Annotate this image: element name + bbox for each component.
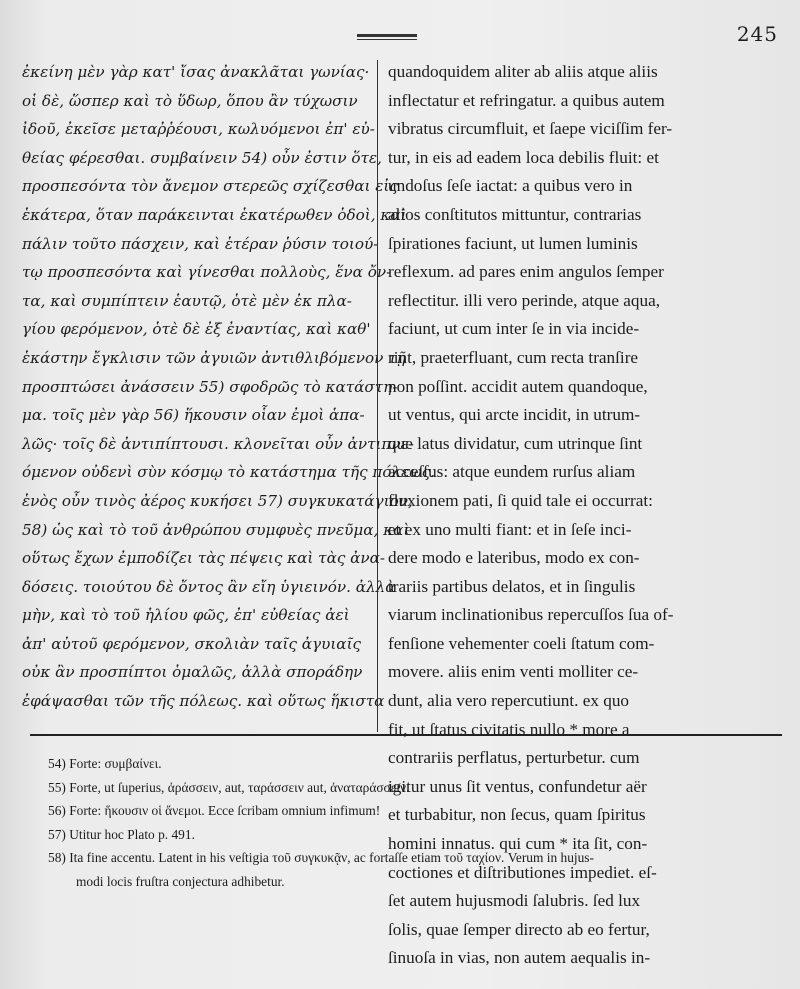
footnote-line: 58) Ita fine accentu. Latent in his veſtigia τοῦ συγκυκᾷν, ac fortaſſe etiam τοῦ ταχίον. Verum in hujus- [48, 850, 594, 865]
latin-text-line: que latus dividatur, cum utrinque ſint [388, 433, 643, 453]
greek-text-line: μα. τοῖς μὲν γὰρ 56) ἥκουσιν οἷαν ἐμοὶ ἁπα- [22, 406, 365, 425]
latin-text-line: igitur unus ſit ventus, confundetur aër [388, 776, 647, 796]
footnotes [48, 752, 788, 893]
latin-text-line: fit, ut ſtatus civitatis nullo * more a [388, 719, 630, 739]
greek-text-line: οὐκ ἂν προσπίπτοι ὁμαλῶς, ἀλλὰ σποράδην [22, 663, 363, 682]
latin-text-line: alios conſtitutos mittuntur, contrarias [388, 204, 642, 224]
greek-text-line: οὕτως ἔχων ἐμποδίζει τὰς πέψεις καὶ τὰς ἀνα- [22, 549, 386, 568]
latin-text-line: non poſſint. accidit autem quandoque, [388, 376, 648, 396]
latin-text-line: movere. aliis enim venti molliter ce- [388, 662, 639, 682]
greek-text-line: ἑκάστην ἔγκλισιν τῶν ἀγυιῶν ἀντιθλιβόμενον τῇ [22, 348, 406, 367]
latin-text-line: homini innatus. qui cum * ita ſit, con- [388, 834, 648, 854]
latin-text-line: faciunt, ut cum inter ſe in via incide- [388, 319, 640, 339]
greek-text-line: προσπεσόντα τὸν ἄνεμον στερεῶς σχίζεσθαι εἰς [22, 177, 398, 196]
latin-text-line: ſpirationes faciunt, ut lumen luminis [388, 233, 638, 253]
latin-text-line: undoſus ſeſe iactat: a quibus vero in [388, 176, 633, 196]
latin-text-line: tur, in eis ad eadem loca debilis fluit: et [388, 147, 659, 167]
latin-text-line: trariis partibus delatos, et in ſingulis [388, 576, 636, 596]
greek-text-line: πάλιν τοῦτο πάσχειν, καὶ ἑτέραν ῥύσιν τοιού- [22, 234, 379, 253]
page-number: 245 [736, 22, 778, 46]
latin-text-line: contrariis perflatus, perturbetur. cum [388, 748, 640, 768]
greek-text-line: δόσεις. τοιούτου δὲ ὄντος ἂν εἴη ὑγιεινόν. ἀλλὰ [22, 577, 396, 596]
latin-text-line: reflectitur. illi vero perinde, atque aqua, [388, 290, 661, 310]
greek-text-line: ἰδοῦ, ἐκεῖσε μεταῤῥέουσι, κωλυόμενοι ἐπ' εὐ- [22, 120, 375, 139]
footnote-line: 54) Forte: συμβαίνει. [48, 756, 162, 771]
greek-text-line: προσπτώσει ἀνάσσειν 55) σφοδρῶς τὸ κατάστη- [22, 377, 398, 396]
footnote-line: modi locis fruſtra conjectura adhibetur. [76, 873, 285, 889]
greek-text-line: ἐκείνη μὲν γὰρ κατ' ἴσας ἀνακλᾶται γωνίας· [22, 63, 370, 81]
latin-text-line: fenſione vehementer coeli ſtatum com- [388, 633, 655, 653]
greek-text-line: γίου φερόμενον, ὁτὲ δὲ ἐξ ἐναντίας, καὶ καθ' [22, 320, 371, 339]
greek-text-line: μὴν, καὶ τὸ τοῦ ἡλίου φῶς, ἐπ' εὐθείας ἀεὶ [22, 606, 350, 625]
greek-text-line: όμενον οὐδενὶ σὺν κόσμῳ τὸ κατάστημα τῆς πόλεως. [22, 463, 436, 482]
greek-text-line: λῶς· τοῖς δὲ ἀντιπίπτουσι. κλονεῖται οὖν ἀντιπνε- [22, 434, 414, 453]
greek-text-line: τα, καὶ συμπίπτειν ἑαυτῷ, ὁτὲ μὲν ἐκ πλα- [22, 291, 352, 310]
latin-text-line: et ex uno multi fiant: et in ſeſe inci- [388, 519, 632, 539]
header-rule [357, 34, 417, 40]
greek-text-line: ἀπ' αὐτοῦ φερόμενον, σκολιὰν ταῖς ἀγυιαῖς [22, 634, 362, 653]
latin-text-line: dunt, alia vero repercutiunt. ex quo [388, 691, 630, 711]
latin-text-line: ut ventus, qui arcte incidit, in utrum- [388, 405, 641, 425]
greek-text-line: θείας φέρεσθαι. συμβαίνειν 54) οὖν ἐστιν ὅτε, [22, 148, 382, 167]
footnote-line: 55) Forte, ut ſuperius, ἀράσσειν, aut, ταράσσειν aut, ἀναταράσσειν. [48, 779, 410, 795]
greek-text-line: οἱ δὲ, ὥσπερ καὶ τὸ ὕδωρ, ὅπου ἂν τύχωσιν [22, 91, 358, 110]
footnote-line: 57) Utitur hoc Plato p. 491. [48, 826, 195, 842]
latin-text-line: ſolis, quae ſemper directo ab eo fertur, [388, 919, 650, 939]
greek-text-line: τῳ προσπεσόντα καὶ γίνεσθαι πολλοὺς, ἕνα ὄν- [22, 263, 392, 282]
footnote-line: 56) Forte: ἥκουσιν οἱ ἄνεμοι. Ecce ſcribam omnium infimum! [48, 803, 381, 818]
latin-text-line: vibratus circumfluit, et ſaepe viciſſim fer- [388, 119, 673, 139]
greek-column [22, 58, 436, 716]
latin-text-line: fluxionem pati, ſi quid tale ei occurrat: [388, 490, 653, 510]
latin-text-line: quandoquidem aliter ab aliis atque aliis [388, 62, 658, 81]
footnotes-rule [30, 734, 782, 736]
latin-text-line: viarum inclinationibus repercuſſos ſua of- [388, 605, 674, 625]
column-divider [377, 60, 378, 732]
latin-text-line: acceſſus: atque eundem rurſus aliam [388, 462, 636, 482]
latin-text-line: rint, praeterfluant, cum recta tranſire [388, 347, 639, 367]
greek-text-line: ἐφάψασθαι τῶν τῆς πόλεως. καὶ οὕτως ἥκιστα [22, 692, 385, 711]
greek-text-line: ἑκάτερα, ὅταν παράκεινται ἑκατέρωθεν ὁδοὶ, καὶ [22, 205, 407, 224]
greek-text-line: ἑνὸς οὖν τινὸς ἀέρος κυκήσει 57) συγκυκατάγιον, [22, 491, 413, 510]
greek-text-line: 58) ὡς καὶ τὸ τοῦ ἀνθρώπου συμφυὲς πνεῦμα, καὶ [22, 520, 410, 539]
latin-text-line: dere modo e lateribus, modo ex con- [388, 548, 640, 568]
latin-text-line: inflectatur et refringatur. a quibus autem [388, 90, 665, 110]
latin-text-line: coctiones et diſtributiones impediet. eſ- [388, 862, 657, 882]
latin-text-line: ſinuoſa in vias, non autem aequalis in- [388, 948, 651, 968]
latin-text-line: reflexum. ad pares enim angulos ſemper [388, 262, 664, 282]
latin-text-line: et turbabitur, non ſecus, quam ſpiritus [388, 805, 646, 825]
latin-text-line: ſet autem hujusmodi ſalubris. ſed lux [388, 891, 641, 911]
